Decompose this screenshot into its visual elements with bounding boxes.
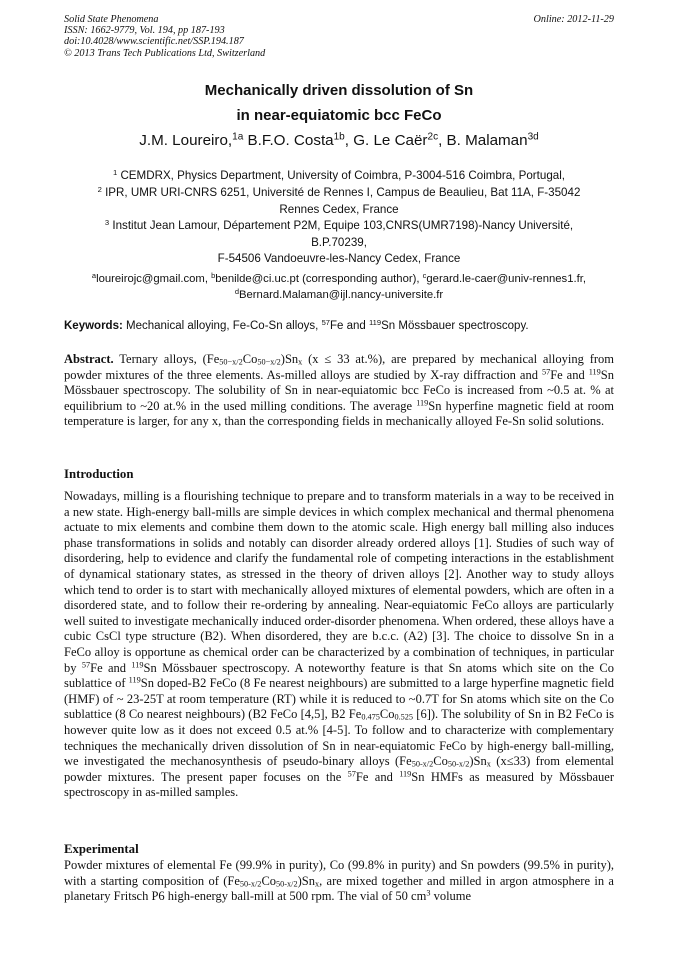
- introduction-heading: Introduction: [64, 467, 134, 481]
- body-text: (x≤33) from elemental powder mixtures. The present paper focuses on the: [64, 754, 614, 784]
- isotope-mass: 119: [369, 317, 382, 327]
- introduction-paragraph: [64, 489, 614, 801]
- abstract-label: Abstract.: [64, 352, 114, 366]
- affiliation-2: [70, 185, 608, 218]
- journal-name: Solid State Phenomena: [64, 14, 159, 25]
- email-mark: b: [211, 270, 216, 280]
- body-text: Fe and: [90, 660, 132, 675]
- subscript: 0.525: [394, 712, 414, 722]
- subscript: 50−x/2: [257, 357, 281, 367]
- isotope-mass: 119: [588, 367, 601, 377]
- author-affil-mark: 1b: [333, 131, 345, 143]
- abstract-text: Sn Mössbauer spectroscopy. The solubility of Sn in near-equiatomic bcc FeCo is increased from ~0.5 at. % at equilibrium to ~20 at.% in the used milling conditions. The average: [64, 367, 614, 413]
- subscript: x: [298, 357, 303, 367]
- body-text: Sn doped-B2 FeCo (8 Fe nearest neighbours) are submitted to a large hyperfine magnetic field (HMF) of ~ 23-25T at room temperature (RT) while it is reduced to ~0.7T for Sn atoms which site on the Co sublattice (8 Co nearest neighbours) (B2 FeCo [4,5], B2 Fe: [64, 676, 614, 722]
- isotope-mass: 119: [131, 660, 144, 669]
- author-list: J.M. Loureiro,$^{1a}$ B.F.O. Costa$^{1b}$, G. Le Caër$^{2c}$, B. Malaman$^{3d}$: [139, 131, 539, 149]
- abstract-text: Ternary alloys, (Fe: [113, 352, 220, 366]
- affil-number: 2: [97, 184, 102, 194]
- abstract-paragraph: [64, 352, 614, 430]
- keywords-text: Fe and: [330, 320, 370, 332]
- abstract-text: Fe and: [550, 367, 589, 382]
- abstract-text: Sn hyperfine magnetic field at room temperature is larger, for any x, than the corresponding fields in mechanically alloyed Fe-Sn solid solutions.: [64, 398, 614, 429]
- email-link[interactable]: benilde@ci.uc.pt (corresponding author),: [215, 273, 423, 285]
- online-date: Online: 2012-11-29: [533, 14, 614, 25]
- isotope-mass: 119: [128, 675, 141, 685]
- email-block: [62, 272, 616, 303]
- subscript: 50-x/2: [411, 759, 434, 769]
- affil-number: 3: [104, 217, 110, 227]
- experimental-paragraph: [64, 858, 614, 905]
- body-text: Co: [379, 707, 395, 722]
- affil-text: Institut Jean Lamour, Département P2M, Equipe 103,CNRS(UMR7198)-Nancy Université,: [112, 219, 574, 232]
- author-name: G. Le Caër: [353, 132, 428, 149]
- body-text: [6]). The solubility of Sn in B2 FeCo is however quite low as it does not exceed 0.5 at.% [4-5]. To follow and to characterize with complementary techniques the mechanically driven dissolution of Sn in near-equiatomic FeCo by high-energy ball-milling, we investigated the mechanosynthesis of pseudo-binary alloys (Fe: [64, 707, 614, 769]
- body-text: Co: [433, 754, 448, 769]
- affil-text: B.P.70239,: [311, 235, 367, 249]
- subscript: 50-x/2: [276, 879, 298, 889]
- affil-text: CEMDRX, Physics Department, University of Coimbra, P-3004-516 Coimbra, Portugal,: [120, 169, 566, 182]
- experimental-heading: Experimental: [64, 842, 139, 856]
- subscript: 50−x/2: [219, 357, 243, 367]
- copyright-line: © 2013 Trans Tech Publications Ltd, Switzerland: [64, 47, 266, 59]
- body-text: )Sn: [297, 873, 315, 888]
- affil-text: F-54506 Vandoeuvre-les-Nancy Cedex, France: [217, 252, 461, 266]
- superscript: 3: [426, 888, 431, 898]
- body-text: Sn HMFs as measured by Mössbauer spectroscopy in as-milled samples.: [64, 769, 614, 800]
- subscript: x: [314, 879, 320, 889]
- author-name: B. Malaman: [446, 132, 528, 149]
- body-text: Co: [261, 873, 277, 888]
- email-mark: d: [234, 286, 239, 296]
- isotope-mass: 119: [399, 769, 412, 779]
- body-text: Fe and: [355, 769, 400, 784]
- subscript: x: [486, 759, 491, 769]
- author-affil-mark: 3d: [527, 131, 539, 143]
- author-affil-mark: 2c: [427, 131, 439, 143]
- abstract-text: Co: [242, 352, 258, 366]
- subscript: 0.475: [361, 712, 380, 722]
- email-mark: a: [91, 270, 97, 280]
- email-mark: c: [422, 270, 427, 280]
- author-name: B.F.O. Costa: [247, 132, 334, 149]
- paper-title-line-2: in near-equiatomic bcc FeCo: [236, 107, 442, 124]
- body-text: Sn Mössbauer spectroscopy. A noteworthy feature is that Sn atoms which site on the Co sublattice of: [64, 660, 614, 691]
- affil-number: 1: [112, 167, 118, 177]
- email-link[interactable]: gerard.le-caer@univ-rennes1.fr,: [426, 273, 587, 285]
- body-text: volume: [430, 889, 472, 904]
- keywords-text: Sn Mössbauer spectroscopy.: [381, 320, 529, 332]
- subscript: 50-x/2: [447, 759, 470, 769]
- keywords-label: Keywords:: [64, 320, 123, 332]
- email-link[interactable]: loureirojc@gmail.com,: [96, 273, 212, 285]
- author-affil-mark: 1a: [232, 131, 244, 143]
- issn-line: ISSN: 1662-9779, Vol. 194, pp 187-193: [64, 25, 225, 37]
- body-text: )Sn: [469, 754, 487, 769]
- body-text: Powder mixtures of elemental Fe (99.9% in purity), Co (99.8% in purity) and Sn powders (99.5% in purity), with a starting composition of (Fe: [64, 858, 614, 888]
- body-text: Nowadays, milling is a flourishing technique to prepare and to transform materials in a way to be received in a new state. High-energy ball-mills are simple devices in which complex mechanical and thermal phenomena actuate to mix elements and combine them down to the atomic scale. High energy ball milling also induces phase transformations in solids and notably can disorder already ordered alloys [1]. Studies of such way of disordering, help to evidence and clarify the fundamental role of competing interactions in the establishment of dynamical stationary states, as stressed in the theory of driven alloys [2]. Another way to study alloys which tend to order is to start with mechanically alloyed mixtures of elemental powders, which are often in a disordered state, and to follow their re-ordering by annealing. Near-equiatomic FeCo alloys are particularly well suited to investigate mechanically induced order-disorder phenomena. When ordered, these alloys have a cubic CsCl type structure (B2). When disordered, they are b.c.c. (A2) [3]. The choice to dissolve Sn in a FeCo alloy is opportune as chemical order can be characterized by a combination of techniques, in particular by: [64, 489, 614, 675]
- isotope-mass: 57: [541, 367, 551, 377]
- journal-header: [64, 14, 614, 59]
- isotope-mass: 57: [81, 660, 91, 669]
- isotope-mass: 57: [347, 769, 356, 779]
- keywords-text: Mechanical alloying, Fe-Co-Sn alloys,: [122, 320, 322, 332]
- body-text: , are mixed together and milled in argon atmosphere in a planetary Fritsch P6 high-energy ball-mill at 500 rpm. The vial of 50 cm: [64, 873, 614, 904]
- affiliation-1: [70, 168, 608, 185]
- abstract-text: (x ≤ 33 at.%), are prepared by mechanical alloying from powder mixtures of the three elements. As-milled alloys are studied by X-ray diffraction and: [64, 352, 614, 382]
- subscript: 50-x/2: [239, 879, 262, 889]
- affil-text: Rennes Cedex, France: [279, 202, 399, 216]
- doi-line[interactable]: doi:10.4028/www.scientific.net/SSP.194.187: [64, 36, 244, 48]
- keywords-line: [64, 317, 614, 332]
- paper-title-line-1: Mechanically driven dissolution of Sn: [204, 82, 474, 99]
- isotope-mass: 119: [416, 398, 429, 408]
- email-link[interactable]: Bernard.Malaman@ijl.nancy-universite.fr: [238, 288, 444, 301]
- isotope-mass: 57: [321, 317, 331, 327]
- abstract-text: )Sn: [280, 352, 299, 366]
- affil-text: IPR, UMR URI-CNRS 6251, Université de Rennes I, Campus de Beaulieu, Bat 11A, F-35042: [105, 186, 581, 199]
- affiliation-3: [70, 218, 608, 268]
- author-name: J.M. Loureiro,: [139, 132, 233, 149]
